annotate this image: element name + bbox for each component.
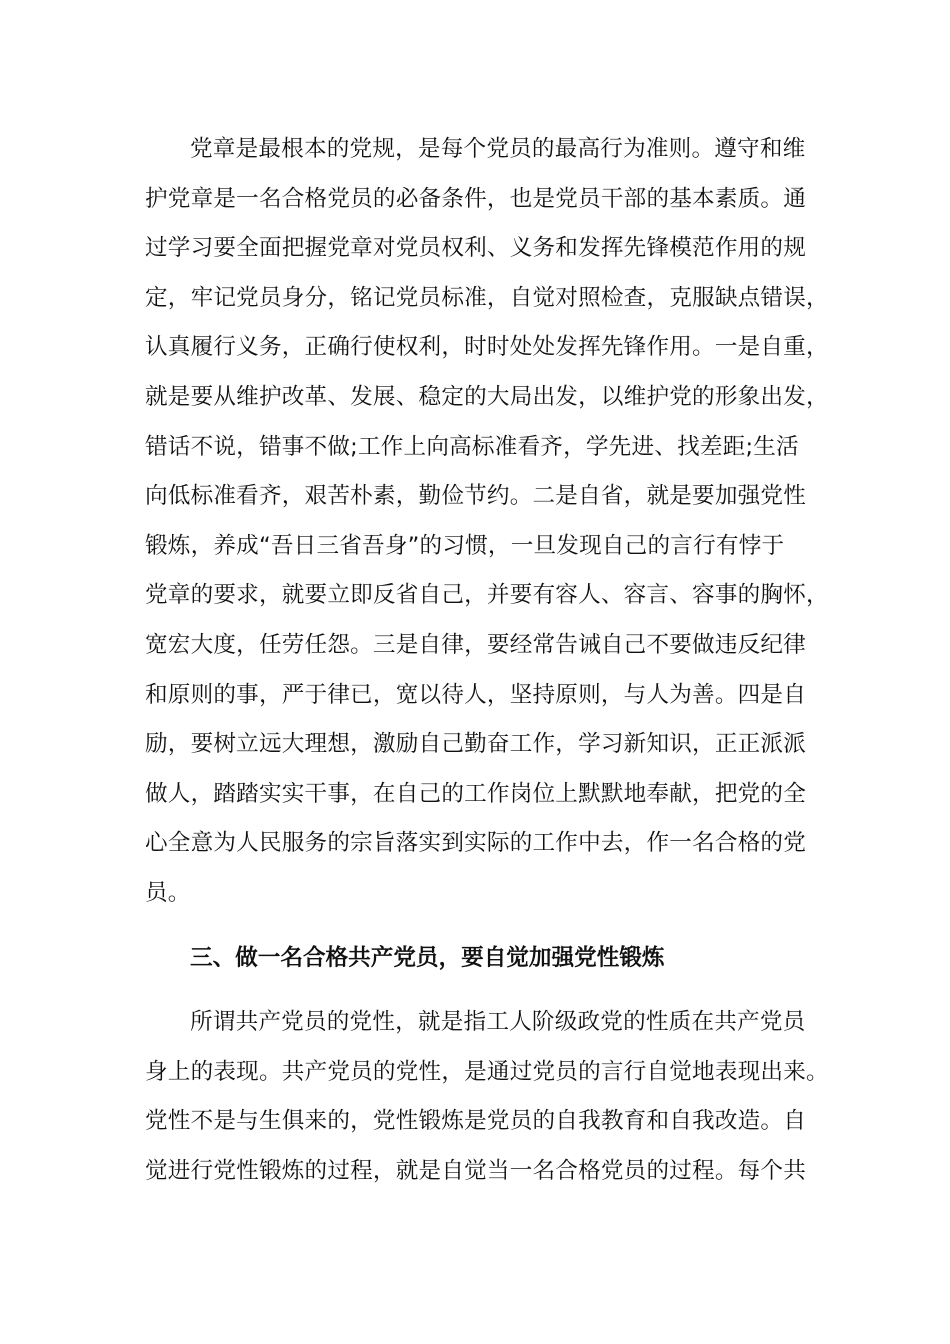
paragraph-line: 护党章是一名合格党员的必备条件，也是党员干部的基本素质。通 <box>145 185 807 212</box>
paragraph-line: 党章是最根本的党规，是每个党员的最高行为准则。遵守和维 <box>190 136 806 162</box>
paragraph-party-spirit <box>145 998 829 1196</box>
paragraph-line: 定，牢记党员身分，铭记党员标准，自觉对照检查，克服缺点错误， <box>145 284 829 311</box>
paragraph-line: 就是要从维护改革、发展、稳定的大局出发，以维护党的形象出发， <box>145 383 829 410</box>
paragraph-line: 过学习要全面把握党章对党员权利、义务和发挥先锋模范作用的规 <box>145 235 807 262</box>
paragraph-line: 做人，踏踏实实干事，在自己的工作岗位上默默地奉献，把党的全 <box>145 780 807 807</box>
paragraph-line: 心全意为人民服务的宗旨落实到实际的工作中去，作一名合格的党 <box>145 830 807 857</box>
paragraph-line: 所谓共产党员的党性，就是指工人阶级政党的性质在共产党员 <box>190 1009 806 1035</box>
paragraph-line: 党章的要求，就要立即反省自己，并要有容人、容言、容事的胸怀， <box>145 582 829 609</box>
paragraph-line: 员。 <box>145 879 191 906</box>
paragraph-line: 励，要树立远大理想，激励自己勤奋工作，学习新知识，正正派派 <box>145 731 807 758</box>
paragraph-line: 认真履行义务，正确行使权利，时时处处发挥先锋作用。一是自重， <box>145 334 829 361</box>
paragraph-line: 身上的表现。共产党员的党性，是通过党员的言行自觉地表现出来。 <box>145 1058 829 1085</box>
paragraph-line: 宽宏大度，任劳任怨。三是自律，要经常告诫自己不要做违反纪律 <box>145 631 807 658</box>
paragraph-line: 向低标准看齐，艰苦朴素，勤俭节约。二是自省，就是要加强党性 <box>145 483 807 510</box>
paragraph-line: 觉进行党性锻炼的过程，就是自觉当一名合格党员的过程。每个共 <box>145 1157 807 1184</box>
paragraph-party-constitution <box>145 125 829 919</box>
paragraph-line: 和原则的事，严于律已，宽以待人，坚持原则，与人为善。四是自 <box>145 681 807 708</box>
paragraph-line: 锻炼，养成“吾日三省吾身”的习惯，一旦发现自己的言行有悖于 <box>145 532 785 559</box>
section-heading: 三、做一名合格共产党员，要自觉加强党性锻炼 <box>190 945 665 971</box>
paragraph-line: 党性不是与生俱来的，党性锻炼是党员的自我教育和自我改造。自 <box>145 1108 807 1135</box>
paragraph-line: 错话不说，错事不做;工作上向高标准看齐，学先进、找差距;生活 <box>145 433 799 460</box>
